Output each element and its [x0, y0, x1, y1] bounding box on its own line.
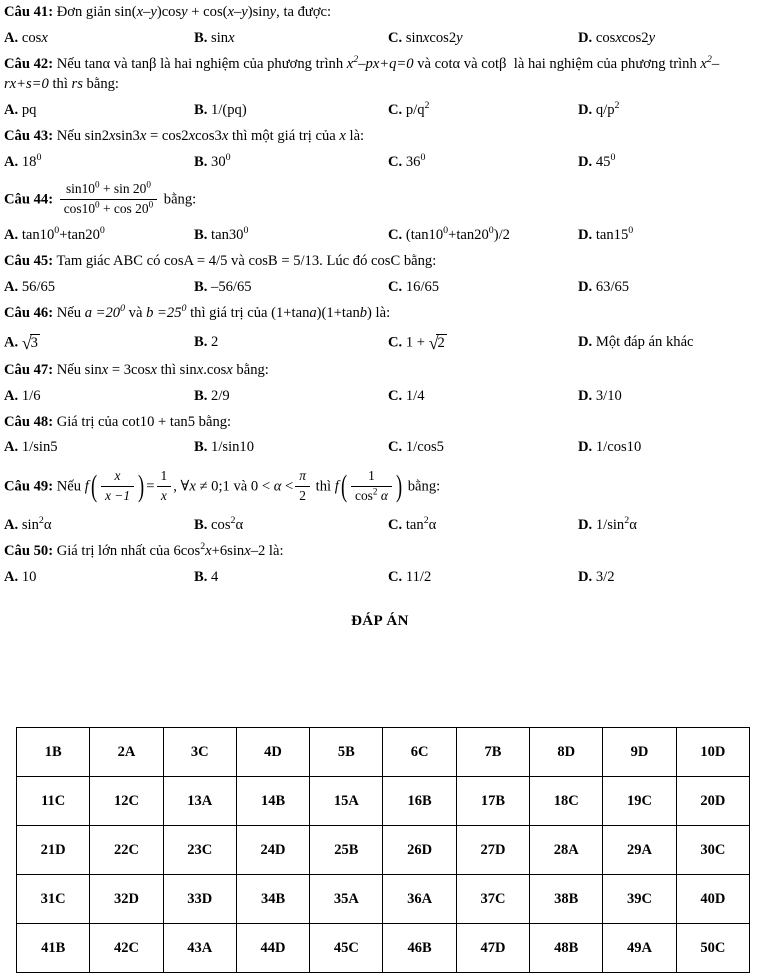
question-text-48: Câu 48: Giá trị của cot10 + tan5 bằng:	[4, 413, 232, 430]
option-label-d: D.	[578, 29, 593, 46]
table-row	[17, 826, 750, 875]
question-block-44	[0, 176, 760, 250]
question-block-50	[0, 539, 760, 591]
option-50-c-value: 11/2	[405, 568, 432, 585]
question-number-42: Câu 42:	[4, 55, 54, 72]
option-label-d: D.	[578, 387, 593, 404]
option-label-c: C.	[388, 334, 403, 351]
question-49-prefix: Nếu	[56, 478, 82, 495]
table-row	[17, 777, 750, 826]
answer-cell[interactable]: 33D	[163, 875, 236, 924]
fraction-numerator: 1	[351, 468, 392, 487]
question-number-49: Câu 49:	[4, 478, 54, 495]
option-45-b[interactable]: B. –56/65	[194, 279, 252, 296]
option-label-c: C.	[388, 153, 403, 170]
question-block-47	[0, 358, 760, 410]
question-text-50: Câu 50: Giá trị lớn nhất của $6\cos^2x+6\sin x-2$ là:	[4, 541, 284, 559]
option-label-a: A.	[4, 29, 19, 46]
option-41-d[interactable]: D. cosxcos2y	[578, 29, 656, 46]
options-row-48	[0, 434, 760, 461]
answer-cell[interactable]: 42C	[90, 924, 163, 973]
answer-cell[interactable]: 24D	[236, 826, 309, 875]
question-block-49	[0, 461, 760, 539]
answer-cell[interactable]: 49A	[603, 924, 676, 973]
question-49-condition: , ∀x ≠ 0;1 và 0 < α <	[173, 478, 294, 495]
question-text-41: Câu 41: Đơn giản sin(x–y)cosy + cos(x–y)siny, ta được:	[4, 4, 332, 20]
option-49-c[interactable]: C. $\tan^2\alpha$	[388, 515, 437, 533]
answer-cell[interactable]: 32D	[90, 875, 163, 924]
question-49-suffix: bằng:	[407, 478, 441, 495]
question-text-43: Câu 43: Nếu sin2xsin3x = cos2xcos3x thì một giá trị của x là:	[4, 128, 365, 145]
option-label-c: C.	[388, 387, 403, 404]
option-label-b: B.	[194, 102, 208, 119]
option-50-c[interactable]	[388, 564, 431, 591]
answer-cell[interactable]: 19C	[603, 777, 676, 826]
question-text-47: Câu 47: Nếu sinx = 3cosx thì sinx.cosx bằng:	[4, 361, 269, 378]
answer-cell[interactable]: 2A	[90, 728, 163, 777]
answer-cell[interactable]: 38B	[530, 875, 603, 924]
fraction-49-arg2	[351, 468, 392, 505]
answer-cell[interactable]: 13A	[163, 777, 236, 826]
option-50-d[interactable]	[578, 564, 615, 591]
fraction-numerator: x	[101, 468, 134, 487]
fraction-denominator: x	[160, 488, 167, 504]
paren-close-icon: )	[138, 468, 145, 503]
option-50-b[interactable]	[194, 564, 218, 591]
answer-cell[interactable]: 44D	[236, 924, 309, 973]
fraction-denominator: 2	[299, 488, 306, 504]
option-47-a[interactable]	[4, 383, 41, 410]
fraction-denominator: x −1	[104, 488, 131, 504]
table-row	[17, 875, 750, 924]
fraction-numerator: 1	[157, 468, 172, 487]
fraction-49-arg1	[101, 468, 134, 505]
answer-cell[interactable]: 41B	[17, 924, 90, 973]
answer-table	[16, 727, 750, 973]
question-number-45: Câu 45:	[4, 253, 54, 270]
option-label-b: B.	[194, 153, 208, 170]
answer-table-wrap	[16, 727, 750, 973]
option-47-a-value: 1/6	[21, 387, 41, 404]
option-48-b-value: 1/sin10	[211, 439, 255, 456]
question-text-49	[0, 461, 760, 512]
option-label-a: A.	[4, 153, 19, 170]
option-46-d-value: Một đáp án khác	[595, 333, 694, 350]
answer-cell[interactable]: 43A	[163, 924, 236, 973]
answer-cell[interactable]: 4D	[236, 728, 309, 777]
answer-cell[interactable]: 27D	[456, 826, 529, 875]
option-46-a[interactable]	[4, 326, 40, 360]
answer-cell[interactable]: 35A	[310, 875, 383, 924]
option-49-d[interactable]: D. $1/\sin^2\alpha$	[578, 515, 637, 533]
option-43-a[interactable]: A. $18^0$	[4, 152, 42, 170]
options-row-47	[0, 383, 760, 410]
answer-cell[interactable]: 45C	[310, 924, 383, 973]
options-row-41	[0, 25, 760, 52]
question-text-46: Câu 46: Nếu $a =20^0$ và $b =25^0$ thì giá trị của (1+tana)(1+tanb) là:	[4, 303, 391, 322]
answer-cell[interactable]: 46B	[383, 924, 456, 973]
answer-cell[interactable]: 25B	[310, 826, 383, 875]
option-48-d[interactable]	[578, 434, 641, 461]
question-block-46	[0, 301, 760, 358]
option-45-c[interactable]: C. 16/65	[388, 279, 440, 296]
answer-cell[interactable]: 3C	[163, 728, 236, 777]
option-41-b[interactable]: B. sinx	[194, 29, 235, 46]
answer-cell[interactable]: 47D	[456, 924, 529, 973]
answer-cell[interactable]: 37C	[456, 875, 529, 924]
answer-cell[interactable]: 6C	[383, 728, 456, 777]
question-block-42	[0, 52, 760, 124]
option-48-a[interactable]	[4, 434, 58, 461]
option-50-a[interactable]	[4, 564, 36, 591]
answer-cell[interactable]: 11C	[17, 777, 90, 826]
option-48-b[interactable]	[194, 434, 254, 461]
option-42-c[interactable]: C. $p/q^2$	[388, 100, 430, 119]
option-42-b[interactable]: B. 1/(pq)	[194, 102, 247, 119]
option-label-c: C.	[388, 439, 403, 456]
option-label-d: D.	[578, 279, 593, 296]
option-41-c[interactable]: C. sinxcos2y	[388, 29, 463, 46]
answer-cell[interactable]: 23C	[163, 826, 236, 875]
option-47-d[interactable]	[578, 383, 622, 410]
option-46-b[interactable]	[194, 326, 218, 358]
option-label-d: D.	[578, 102, 593, 119]
question-number-43: Câu 43:	[4, 128, 54, 145]
question-number-47: Câu 47:	[4, 361, 54, 378]
sqrt-icon: √2	[428, 332, 445, 353]
question-block-45	[0, 249, 760, 301]
answer-cell[interactable]: 36A	[383, 875, 456, 924]
option-48-a-value: 1/sin5	[21, 439, 58, 456]
option-43-d[interactable]: D. $45^0$	[578, 152, 616, 170]
answer-cell[interactable]: 8D	[530, 728, 603, 777]
fraction-49-rhs	[157, 468, 172, 505]
option-47-c-value: 1/4	[405, 387, 425, 404]
option-44-a[interactable]: A. $\tan 10^0+\tan 20^0$	[4, 225, 105, 244]
answer-cell[interactable]: 15A	[310, 777, 383, 826]
question-text-45: Câu 45: Tam giác ABC có cosA = 4/5 và cosB = 5/13. Lúc đó cosC bằng:	[4, 253, 437, 270]
option-label-a: A.	[4, 568, 19, 585]
option-42-d[interactable]: D. $q/p^2$	[578, 100, 620, 119]
option-label-c: C.	[388, 568, 403, 585]
question-number-48: Câu 48:	[4, 413, 54, 430]
answer-cell[interactable]: 10D	[676, 728, 749, 777]
options-row-42	[0, 97, 760, 124]
question-block-48	[0, 410, 760, 462]
fraction-numerator: π	[295, 468, 310, 487]
answer-cell[interactable]: 21D	[17, 826, 90, 875]
question-text-44	[0, 176, 760, 223]
answer-cell[interactable]: 22C	[90, 826, 163, 875]
fraction-44	[60, 181, 157, 218]
question-49-mid: thì	[315, 478, 332, 495]
paren-close-icon: )	[395, 468, 403, 503]
option-label-d: D.	[578, 439, 593, 456]
answer-cell[interactable]: 40D	[676, 875, 749, 924]
question-block-43	[0, 124, 760, 176]
options-row-44	[0, 222, 760, 249]
option-46-d[interactable]	[578, 326, 694, 358]
options-row-43	[0, 149, 760, 176]
option-49-a[interactable]: A. $\sin^2\alpha$	[4, 515, 52, 533]
option-47-c[interactable]	[388, 383, 425, 410]
fraction-denominator: $\cos 10^0 + \cos 20^0$	[63, 199, 154, 216]
answer-cell[interactable]: 18C	[530, 777, 603, 826]
option-44-b[interactable]: B. $\tan 30^0$	[194, 225, 249, 244]
fraction-49-pi-over-2	[295, 468, 310, 505]
option-41-a[interactable]: A. cosx	[4, 29, 48, 46]
answer-cell[interactable]: 29A	[603, 826, 676, 875]
answer-cell[interactable]: 50C	[676, 924, 749, 973]
answer-cell[interactable]: 26D	[383, 826, 456, 875]
answer-cell[interactable]: 17B	[456, 777, 529, 826]
answers-heading: ĐÁP ÁN	[351, 612, 409, 629]
option-label-a: A.	[4, 387, 19, 404]
fraction-denominator: $\cos^2 \alpha$	[355, 486, 388, 504]
option-50-a-value: 10	[21, 568, 37, 585]
answer-cell[interactable]: 12C	[90, 777, 163, 826]
option-46-b-value: 2	[211, 333, 219, 350]
answer-cell[interactable]: 20D	[676, 777, 749, 826]
option-47-b-value: 2/9	[211, 387, 230, 404]
sqrt-icon: √3	[21, 332, 38, 353]
option-label-b: B.	[194, 29, 208, 46]
options-row-49	[0, 512, 760, 539]
function-f2: f	[334, 478, 339, 495]
option-label-a: A.	[4, 334, 19, 351]
answer-cell[interactable]: 14B	[236, 777, 309, 826]
answer-cell[interactable]: 9D	[603, 728, 676, 777]
option-label-d: D.	[578, 227, 593, 244]
option-label-d: D.	[578, 568, 593, 585]
option-42-a[interactable]: A. pq	[4, 102, 37, 119]
question-text-42: Câu 42: Nếu tanα và tanβ là hai nghiệm của phương trình $x^2-px+q=0$ và cotα và cotβ là hai nghiệm của phương trình $x^2-rx+s=0$ thì rs bằng:	[4, 53, 720, 93]
option-50-b-value: 4	[211, 568, 219, 585]
table-row	[17, 728, 750, 777]
option-label-c: C.	[388, 29, 403, 46]
answer-cell[interactable]: 39C	[603, 875, 676, 924]
option-label-d: D.	[578, 153, 593, 170]
option-45-a[interactable]: A. 56/65	[4, 279, 56, 296]
option-label-b: B.	[194, 279, 208, 296]
question-number-41: Câu 41:	[4, 4, 54, 20]
answer-table-body	[17, 728, 750, 973]
option-43-b[interactable]: B. $30^0$	[194, 152, 231, 170]
answer-cell[interactable]: 31C	[17, 875, 90, 924]
option-label-a: A.	[4, 516, 19, 533]
paren-open-icon: (	[90, 468, 97, 503]
answer-cell[interactable]: 7B	[456, 728, 529, 777]
answer-cell[interactable]: 16B	[383, 777, 456, 826]
fraction-numerator: $\sin 10^0 + \sin 20^0$	[60, 181, 157, 200]
option-48-d-value: 1/cos10	[595, 439, 642, 456]
option-44-c[interactable]: C. $(\tan 10^0+\tan 20^0)/2$	[388, 225, 510, 244]
option-label-a: A.	[4, 227, 19, 244]
answer-cell[interactable]: 1B	[17, 728, 90, 777]
option-label-c: C.	[388, 102, 403, 119]
paren-open-icon: (	[340, 468, 347, 503]
question-number-50: Câu 50:	[4, 542, 54, 559]
option-label-a: A.	[4, 439, 19, 456]
options-row-50	[0, 564, 760, 591]
option-label-c: C.	[388, 279, 403, 296]
option-48-c[interactable]	[388, 434, 444, 461]
option-44-d[interactable]: D. $\tan 15^0$	[578, 225, 634, 244]
question-number-44: Câu 44:	[4, 191, 54, 208]
option-label-d: D.	[578, 516, 593, 533]
option-label-b: B.	[194, 227, 208, 244]
options-row-45	[0, 274, 760, 301]
question-44-suffix: bằng:	[163, 191, 197, 208]
option-47-b[interactable]	[194, 383, 230, 410]
option-45-d[interactable]: D. 63/65	[578, 279, 630, 296]
option-label-b: B.	[194, 333, 208, 350]
option-47-d-value: 3/10	[595, 387, 622, 404]
option-43-c[interactable]: C. $36^0$	[388, 152, 426, 170]
answer-cell[interactable]: 28A	[530, 826, 603, 875]
answer-cell[interactable]: 34B	[236, 875, 309, 924]
option-label-a: A.	[4, 102, 19, 119]
option-label-a: A.	[4, 279, 19, 296]
option-50-d-value: 3/2	[595, 568, 615, 585]
option-label-b: B.	[194, 568, 208, 585]
function-f1: f	[84, 478, 89, 495]
table-row	[17, 924, 750, 973]
option-label-b: B.	[194, 516, 208, 533]
answer-cell[interactable]: 5B	[310, 728, 383, 777]
option-label-c: C.	[388, 516, 403, 533]
option-48-c-value: 1/cos5	[405, 439, 444, 456]
option-label-c: C.	[388, 227, 403, 244]
question-number-46: Câu 46:	[4, 305, 54, 322]
option-label-b: B.	[194, 439, 208, 456]
options-row-46	[0, 326, 760, 358]
answer-cell[interactable]: 30C	[676, 826, 749, 875]
answer-cell[interactable]: 48B	[530, 924, 603, 973]
question-block-41	[0, 0, 760, 52]
option-46-c[interactable]: C. 1 + √2	[388, 326, 447, 360]
option-label-b: B.	[194, 387, 208, 404]
option-label-d: D.	[578, 333, 593, 350]
option-49-b[interactable]: B. $\cos^2\alpha$	[194, 515, 244, 533]
equals-sign: =	[146, 478, 155, 495]
